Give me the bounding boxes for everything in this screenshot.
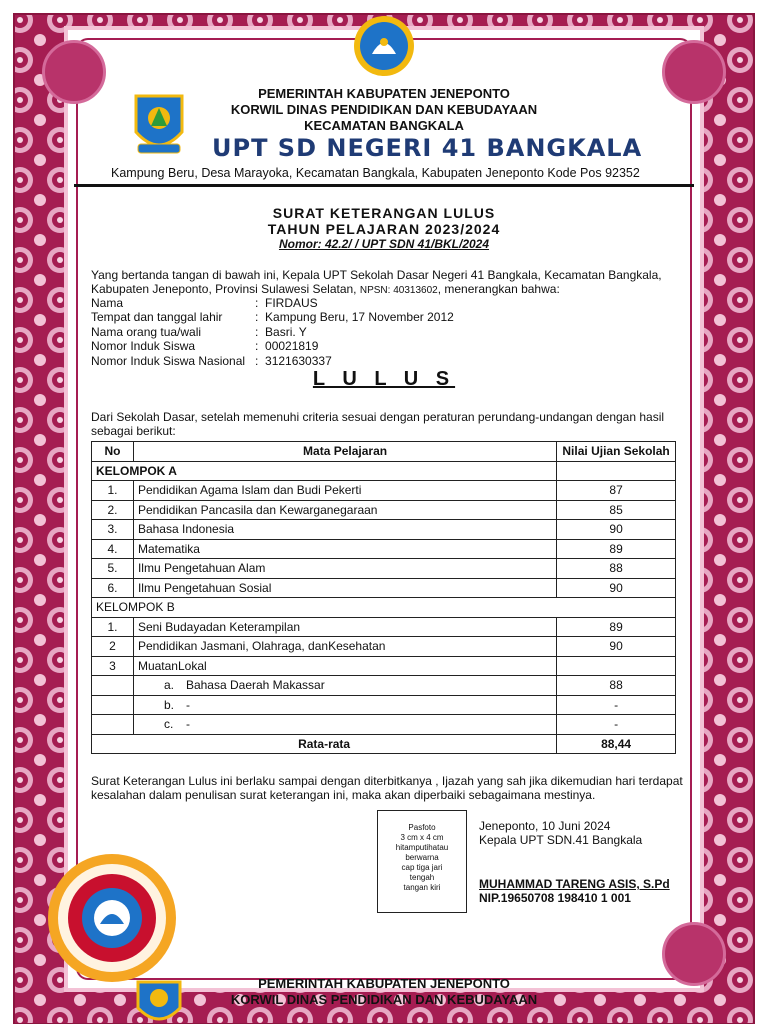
field-value: FIRDAUS [265, 296, 318, 310]
row-score: - [557, 695, 676, 715]
table-row [92, 637, 676, 657]
student-row-nis: Nomor Induk Siswa : 00021819 [91, 339, 319, 354]
student-row-birth: Tempat dan tanggal lahir : Kampung Beru, 17 November 2012 [91, 310, 454, 325]
row-subject: Ilmu Pengetahuan Sosial [133, 578, 556, 598]
header-line-1: PEMERINTAH KABUPATEN JENEPONTO [258, 86, 510, 101]
table-row [92, 676, 676, 696]
npsn: NPSN: 40313602 [359, 285, 438, 296]
headmaster-nip: NIP.19650708 198410 1 001 [479, 891, 631, 905]
sign-position: Kepala UPT SDN.41 Bangkala [479, 833, 643, 847]
empty-cell [557, 461, 676, 481]
document-number: Nomor: 42.2/ / UPT SDN 41/BKL/2024 [278, 237, 490, 251]
group-row [92, 461, 676, 481]
row-subject: Ilmu Pengetahuan Alam [133, 559, 556, 579]
row-subject: Matematika [133, 539, 556, 559]
note-line-1: Surat Keterangan Lulus ini berlaku sampai dengan diterbitkanya , Ijazah yang sah jika dikemudian hari terdapat [91, 774, 683, 788]
document-title: SURAT KETERANGAN LULUS [272, 205, 496, 221]
row-no: 2 [92, 637, 134, 657]
empty-cell [92, 676, 134, 696]
photo-placeholder [377, 810, 467, 913]
photo-text: Pasfoto [408, 823, 436, 832]
field-label: Nama orang tua/wali [91, 324, 202, 339]
sub-letter: b. [163, 697, 174, 712]
intro-line-2-start: Kabupaten Jeneponto, Provinsi Sulawesi Selatan, [91, 282, 360, 296]
table-row [92, 500, 676, 520]
photo-text: berwarna [405, 853, 439, 862]
validity-note [91, 774, 683, 802]
table-row [92, 578, 676, 598]
signature-block [479, 819, 670, 905]
empty-cell [92, 715, 134, 735]
row-score: 89 [557, 539, 676, 559]
academic-year: TAHUN PELAJARAN 2023/2024 [267, 221, 501, 237]
row-score: 88 [557, 676, 676, 696]
sub-letter: a. [163, 678, 174, 693]
field-label: Nomor Induk Siswa [91, 339, 196, 354]
average-label: Rata-rata [92, 734, 557, 754]
photo-text: tengah [409, 873, 435, 882]
student-info [91, 296, 454, 368]
note-line-2: kesalahan dalam penulisan surat keterangan ini, maka akan diperbaiki sebagaimana mestinya. [91, 788, 596, 802]
row-no: 1. [92, 481, 134, 501]
row-score: 85 [557, 500, 676, 520]
student-row-name: Nama : FIRDAUS [91, 296, 318, 310]
row-score: - [557, 715, 676, 735]
table-row [92, 539, 676, 559]
grades-table [91, 441, 676, 754]
row-score: 87 [557, 481, 676, 501]
header-line-2: KORWIL DINAS PENDIDIKAN DAN KEBUDAYAAN [230, 102, 538, 117]
result-lulus: L U L U S [312, 368, 456, 390]
row-score: 89 [557, 617, 676, 637]
table-row [92, 617, 676, 637]
sub-subject: - [185, 717, 190, 732]
table-row [92, 559, 676, 579]
photo-text: 3 cm x 4 cm [400, 833, 444, 842]
photo-text: hitamputihatau [395, 843, 449, 852]
row-subject: Seni Budayadan Keterampilan [133, 617, 556, 637]
row-subject: Pendidikan Agama Islam dan Budi Pekerti [133, 481, 556, 501]
photo-text: cap tiga jari [401, 863, 443, 872]
row-no: 4. [92, 539, 134, 559]
field-value: 3121630337 [265, 353, 332, 368]
row-no: 6. [92, 578, 134, 598]
col-no-header: No [92, 442, 134, 462]
field-label: Nama [91, 296, 124, 310]
row-subject [133, 715, 556, 735]
average-row [92, 734, 676, 754]
intro-line-1: Yang bertanda tangan di bawah ini, Kepala UPT Sekolah Dasar Negeri 41 Bangkala, Kecamatan Bangkala, [91, 268, 662, 282]
sub-subject: Bahasa Daerah Makassar [185, 678, 325, 693]
row-subject [133, 676, 556, 696]
col-score-header: Nilai Ujian Sekolah [557, 442, 676, 462]
field-value: 00021819 [265, 339, 319, 354]
field-label: Tempat dan tanggal lahir [91, 310, 223, 325]
signature-space [479, 847, 670, 877]
row-no: 2. [92, 500, 134, 520]
header-divider [74, 184, 694, 187]
row-no: 3 [92, 656, 134, 676]
row-no: 1. [92, 617, 134, 637]
tut-wuri-handayani-logo-icon [352, 14, 416, 78]
footer-line-2: KORWIL DINAS PENDIDIKAN DAN KEBUDAYAAN [230, 992, 538, 1007]
field-value: Basri. Y [265, 324, 307, 339]
field-label: Nomor Induk Siswa Nasional [91, 353, 246, 368]
row-score [557, 656, 676, 676]
row-subject: Pendidikan Pancasila dan Kewarganegaraan [133, 500, 556, 520]
row-no: 5. [92, 559, 134, 579]
sign-place-date: Jeneponto, 10 Juni 2024 [479, 819, 611, 833]
intro-line-2-end: , menerangkan bahwa: [437, 282, 560, 296]
group-b-label: KELOMPOK B [92, 598, 676, 618]
table-row [92, 715, 676, 735]
school-name: UPT SD NEGERI 41 BANGKALA [212, 134, 643, 162]
ministry-seal-icon [40, 850, 184, 986]
row-subject: Pendidikan Jasmani, Olahraga, danKesehatan [133, 637, 556, 657]
table-header [92, 442, 676, 462]
field-value: Kampung Beru, 17 November 2012 [265, 310, 454, 325]
table-row [92, 695, 676, 715]
student-row-nisn: Nomor Induk Siswa Nasional : 3121630337 [91, 353, 332, 368]
intro-text [91, 268, 681, 296]
group-a-label: KELOMPOK A [92, 461, 557, 481]
sub-subject: - [185, 697, 190, 712]
school-address: Kampung Beru, Desa Marayoka, Kecamatan Bangkala, Kabupaten Jeneponto Kode Pos 92352 [111, 166, 640, 180]
col-subject-header: Mata Pelajaran [133, 442, 556, 462]
photo-text: tangan kiri [403, 883, 441, 892]
description-text [91, 410, 664, 438]
row-no: 3. [92, 520, 134, 540]
sub-letter: c. [163, 717, 174, 732]
average-value: 88,44 [557, 734, 676, 754]
group-row [92, 598, 676, 618]
row-score: 90 [557, 578, 676, 598]
row-subject [133, 695, 556, 715]
row-score: 90 [557, 637, 676, 657]
headmaster-name: MUHAMMAD TARENG ASIS, S.Pd [479, 877, 670, 891]
footer-line-1: PEMERINTAH KABUPATEN JENEPONTO [258, 976, 510, 991]
header-line-3: KECAMATAN BANGKALA [304, 118, 464, 133]
empty-cell [92, 695, 134, 715]
student-row-parent: Nama orang tua/wali : Basri. Y [91, 324, 307, 339]
table-row [92, 656, 676, 676]
row-score: 90 [557, 520, 676, 540]
description-line-1: Dari Sekolah Dasar, setelah memenuhi criteria sesuai dengan peraturan perundang-undangan dengan hasil [91, 410, 665, 424]
intro-line-2 [91, 282, 681, 296]
table-row [92, 520, 676, 540]
row-score: 88 [557, 559, 676, 579]
row-subject: Bahasa Indonesia [133, 520, 556, 540]
row-subject: MuatanLokal [133, 656, 556, 676]
table-row [92, 481, 676, 501]
description-line-2: sebagai berikut: [91, 424, 176, 438]
